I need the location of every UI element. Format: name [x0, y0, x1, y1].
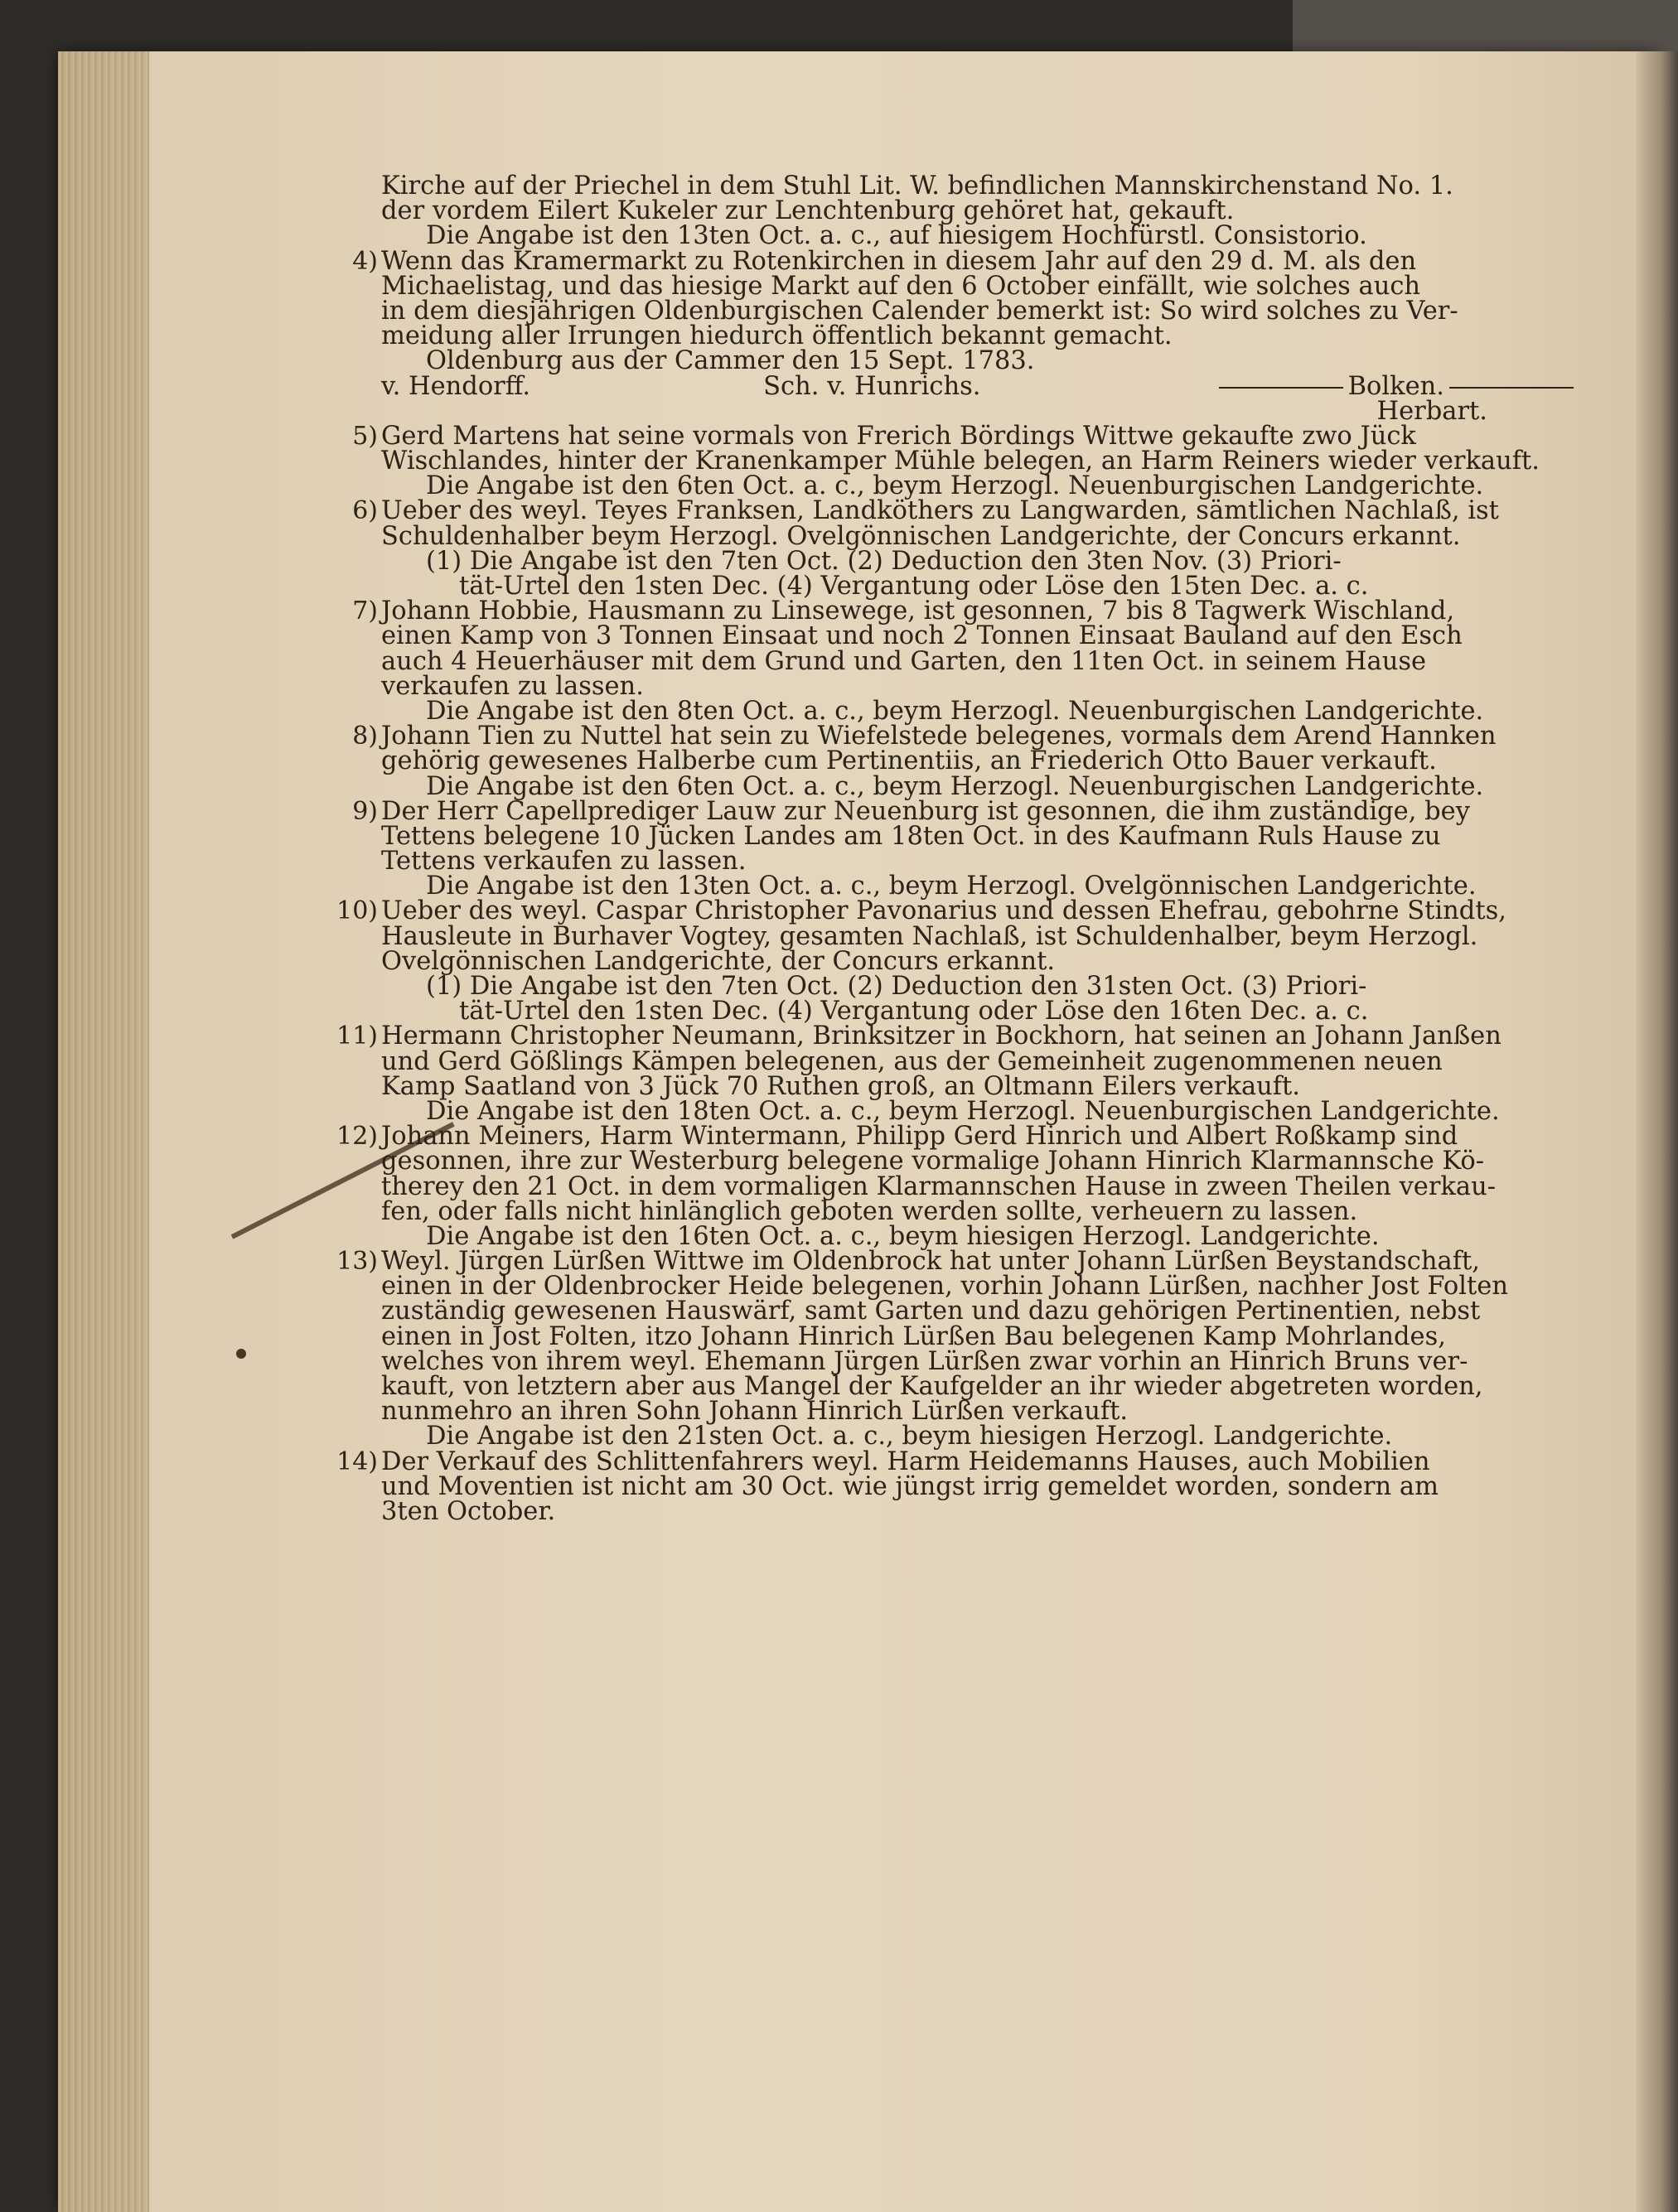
signature-rule: [1449, 387, 1574, 389]
text-line: [381, 1272, 1579, 1302]
line-text: Johann Hobbie, Hausmann zu Linsewege, ist gesonnen, 7 bis 8 Tagwerk Wischland,: [381, 596, 1455, 626]
line-text: Der Verkauf des Schlittenfahrers weyl. Harm Heidemanns Hauses, auch Mobilien: [381, 1446, 1430, 1476]
text-line: [381, 999, 1579, 1024]
line-text: (1) Die Angabe ist den 7ten Oct. (2) Deduction den 3ten Nov. (3) Priori-: [426, 546, 1342, 576]
line-text: einen in der Oldenbrocker Heide belegenen, vorhin Johann Lürßen, nachher Jost Folten: [381, 1272, 1508, 1302]
text-line: [381, 1149, 1579, 1174]
text-line: [352, 246, 1579, 276]
line-text: Ueber des weyl. Teyes Franksen, Landköthers zu Langwarden, sämtlichen Nachlaß, ist: [381, 496, 1499, 526]
text-line: [381, 196, 1579, 226]
entry-number: 6): [352, 496, 378, 526]
line-text: Weyl. Jürgen Lürßen Wittwe im Oldenbrock hat unter Johann Lürßen Beystandschaft,: [381, 1247, 1480, 1277]
line-text: gesonnen, ihre zur Westerburg belegene vormalige Johann Hinrich Klarmannsche Kö-: [381, 1147, 1485, 1176]
text-block-entries: [336, 421, 1579, 1526]
line-text: fen, oder falls nicht hinlänglich geboten werden sollte, verheuern zu lassen.: [381, 1196, 1358, 1226]
text-line: [381, 1096, 1579, 1126]
line-text: Kirche auf der Priechel in dem Stuhl Lit. W. befindlichen Mannskirchenstand No. 1.: [381, 171, 1453, 200]
line-text: und Moventien ist nicht am 30 Oct. wie jüngst irrig gemeldet worden, sondern am: [381, 1471, 1439, 1501]
line-text: Schuldenhalber beym Herzogl. Ovelgönnischen Landgerichte, der Concurs erkannt.: [381, 521, 1461, 551]
text-line: [336, 1446, 1579, 1476]
text-line: [352, 496, 1579, 526]
line-text: Die Angabe ist den 6ten Oct. a. c., beym Herzogl. Neuenburgischen Landgerichte.: [426, 771, 1484, 801]
text-line: [381, 671, 1579, 701]
text-line: [381, 346, 1579, 376]
text-line: [381, 521, 1579, 551]
text-line: [336, 1247, 1579, 1277]
text-line: [381, 471, 1579, 501]
entry-number: 12): [336, 1122, 378, 1152]
text-line: [381, 296, 1579, 326]
line-text: meidung aller Irrungen hiedurch öffentlich bekannt gemacht.: [381, 321, 1173, 351]
signature-left: v. Hendorff.: [381, 371, 531, 401]
signature-rule: [1219, 387, 1343, 389]
entry-number: 4): [352, 246, 378, 276]
line-text: Die Angabe ist den 6ten Oct. a. c., beym Herzogl. Neuenburgischen Landgerichte.: [426, 471, 1484, 501]
text-line: [336, 1021, 1579, 1051]
text-line: [381, 847, 1579, 877]
line-text: Ovelgönnischen Landgerichte, der Concurs erkannt.: [381, 946, 1056, 976]
ink-blot: [236, 1349, 246, 1359]
text-line: [352, 421, 1579, 451]
text-line: [381, 1346, 1579, 1376]
text-line: [381, 1374, 1579, 1399]
text-line: [352, 796, 1579, 826]
entry-number: 10): [336, 896, 378, 926]
line-text: Die Angabe ist den 8ten Oct. a. c., beym Herzogl. Neuenburgischen Landgerichte.: [426, 696, 1484, 726]
signature-middle: Sch. v. Hunrichs.: [763, 371, 981, 401]
text-line: [381, 1046, 1579, 1076]
text-line: [352, 722, 1579, 751]
text-line: [336, 1122, 1579, 1152]
line-text: Die Angabe ist den 16ten Oct. a. c., beym hiesigen Herzogl. Landgerichte.: [426, 1221, 1380, 1251]
text-line: [381, 449, 1579, 474]
line-text: Ueber des weyl. Caspar Christopher Pavonarius und dessen Ehefrau, gebohrne Stindts,: [381, 896, 1506, 926]
signature-right-group: [1214, 371, 1579, 401]
text-line: [381, 696, 1579, 726]
text-line: [381, 1071, 1579, 1101]
text-line: [381, 221, 1579, 251]
line-text: therey den 21 Oct. in dem vormaligen Klarmannschen Hause in zween Theilen verkau-: [381, 1171, 1497, 1201]
line-text: welches von ihrem weyl. Ehemann Jürgen Lürßen zwar vorhin an Hinrich Bruns ver-: [381, 1346, 1468, 1376]
text-line: [381, 1471, 1579, 1501]
line-text: Die Angabe ist den 13ten Oct. a. c., beym Herzogl. Ovelgönnischen Landgerichte.: [426, 872, 1477, 901]
text-line: [381, 1299, 1579, 1324]
line-text: Der Herr Capellprediger Lauw zur Neuenburg ist gesonnen, die ihm zuständige, bey: [381, 796, 1470, 826]
line-text: Gerd Martens hat seine vormals von Frerich Bördings Wittwe gekaufte zwo Jück: [381, 421, 1416, 451]
line-text: Kamp Saatland von 3 Jück 70 Ruthen groß, an Oltmann Eilers verkauft.: [381, 1071, 1301, 1101]
signature-row: [381, 371, 1579, 401]
text-line: [381, 1221, 1579, 1251]
entry-number: 8): [352, 722, 378, 751]
page-gutter: [1637, 51, 1678, 2212]
line-text: (1) Die Angabe ist den 7ten Oct. (2) Deduction den 31sten Oct. (3) Priori-: [426, 972, 1367, 1001]
text-block-top: [352, 171, 1579, 376]
line-text: Johann Meiners, Harm Wintermann, Philipp Gerd Hinrich und Albert Roßkamp sind: [381, 1122, 1458, 1152]
line-text: Tettens verkaufen zu lassen.: [381, 847, 747, 877]
text-line: [381, 974, 1579, 999]
line-text: auch 4 Heuerhäuser mit dem Grund und Garten, den 11ten Oct. in seinem Hause: [381, 646, 1427, 676]
signature-below: Herbart.: [1376, 396, 1487, 426]
line-text: Michaelistag, und das hiesige Markt auf den 6 October einfällt, wie solches auch: [381, 271, 1421, 301]
line-text: Hermann Christopher Neumann, Brinksitzer in Bockhorn, hat seinen an Johann Janßen: [381, 1021, 1501, 1051]
text-line: [381, 1397, 1579, 1427]
text-line: [381, 546, 1579, 576]
line-text: in dem diesjährigen Oldenburgischen Calender bemerkt ist: So wird solches zu Ver-: [381, 296, 1458, 326]
text-line: [381, 1196, 1579, 1226]
line-text: Oldenburg aus der Cammer den 15 Sept. 1783.: [426, 346, 1035, 376]
text-line: [381, 1496, 1579, 1526]
text-line: [381, 946, 1579, 976]
text-line: [381, 171, 1579, 200]
line-text: verkaufen zu lassen.: [381, 671, 644, 701]
text-line: [381, 1424, 1579, 1449]
text-line: [381, 821, 1579, 851]
text-line: [381, 1321, 1579, 1351]
line-text: Wischlandes, hinter der Kranenkamper Mühle belegen, an Harm Reiners wieder verkauft.: [381, 447, 1540, 476]
line-text: Wenn das Kramermarkt zu Rotenkirchen in diesem Jahr auf den 29 d. M. als den: [381, 246, 1417, 276]
line-text: einen in Jost Folten, itzo Johann Hinrich Lürßen Bau belegenen Kamp Mohrlandes,: [381, 1321, 1446, 1351]
signature-right: Bolken.: [1347, 371, 1444, 401]
line-text: tät-Urtel den 1sten Dec. (4) Vergantung oder Löse den 15ten Dec. a. c.: [459, 572, 1369, 601]
entry-number: 11): [336, 1021, 378, 1051]
text-line: [381, 271, 1579, 301]
entry-number: 9): [352, 796, 378, 826]
text-line: [381, 746, 1579, 776]
entry-number: 5): [352, 421, 378, 451]
entry-number: 13): [336, 1247, 378, 1277]
line-text: Johann Tien zu Nuttel hat sein zu Wiefelstede belegenes, vormals dem Arend Hannken: [381, 722, 1497, 751]
line-text: Die Angabe ist den 18ten Oct. a. c., beym Herzogl. Neuenburgischen Landgerichte.: [426, 1096, 1500, 1126]
line-text: nunmehro an ihren Sohn Johann Hinrich Lürßen verkauft.: [381, 1397, 1129, 1427]
line-text: einen Kamp von 3 Tonnen Einsaat und noch 2 Tonnen Einsaat Bauland auf den Esch: [381, 621, 1463, 651]
text-line: [381, 621, 1579, 651]
line-text: Die Angabe ist den 13ten Oct. a. c., auf hiesigem Hochfürstl. Consistorio.: [426, 221, 1367, 251]
line-text: Hausleute in Burhaver Vogtey, gesamten Nachlaß, ist Schuldenhalber, beym Herzogl.: [381, 921, 1478, 951]
text-line: [381, 574, 1579, 599]
text-line: [381, 646, 1579, 676]
text-line: [381, 771, 1579, 801]
entry-number: 7): [352, 596, 378, 626]
line-text: gehörig gewesenes Halberbe cum Pertinentiis, an Friederich Otto Bauer verkauft.: [381, 746, 1437, 776]
line-text: kauft, von letztern aber aus Mangel der Kaufgelder an ihr wieder abgetreten worden,: [381, 1372, 1483, 1401]
text-line: [381, 921, 1579, 951]
page-stack-edge: [58, 51, 149, 2212]
line-text: der vordem Eilert Kukeler zur Lenchtenburg gehöret hat, gekauft.: [381, 196, 1235, 226]
line-text: zuständig gewesenen Hauswärf, samt Garten und dazu gehörigen Pertinentien, nebst: [381, 1297, 1481, 1326]
scan-corner-shadow: [1293, 0, 1678, 58]
line-text: 3ten October.: [381, 1496, 556, 1526]
line-text: und Gerd Gößlings Kämpen belegenen, aus der Gemeinheit zugenommenen neuen: [381, 1046, 1443, 1076]
line-text: Tettens belegene 10 Jücken Landes am 18ten Oct. in des Kaufmann Ruls Hause zu: [381, 821, 1441, 851]
text-line: [381, 321, 1579, 351]
text-line: [381, 1171, 1579, 1201]
text-line: [336, 896, 1579, 926]
text-line: [381, 874, 1579, 899]
page-text: [336, 171, 1579, 1526]
line-text: tät-Urtel den 1sten Dec. (4) Vergantung oder Löse den 16ten Dec. a. c.: [459, 997, 1369, 1026]
entry-number: 14): [336, 1446, 378, 1476]
text-line: [352, 596, 1579, 626]
line-text: Die Angabe ist den 21sten Oct. a. c., beym hiesigen Herzogl. Landgerichte.: [426, 1422, 1393, 1451]
